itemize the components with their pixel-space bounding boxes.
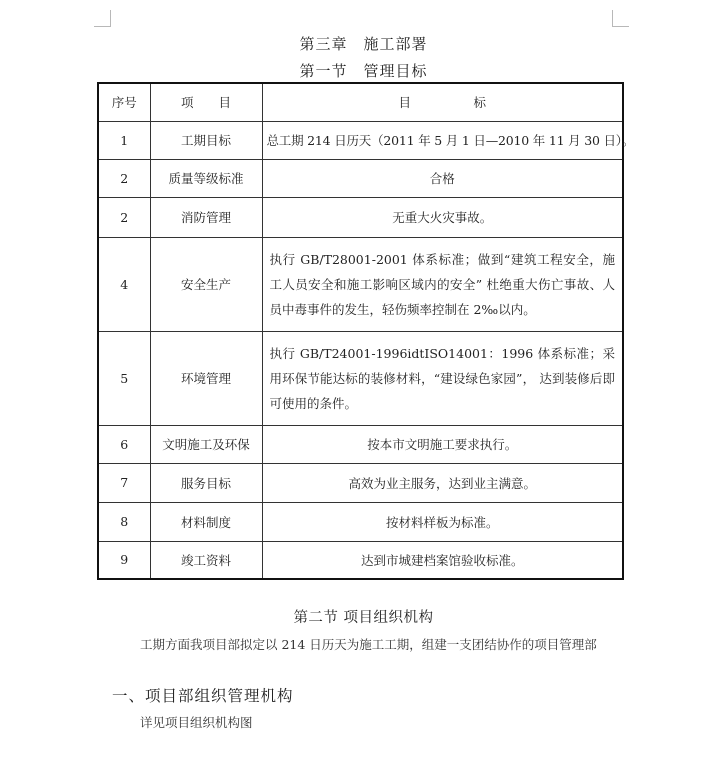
row-no: 7	[98, 463, 150, 502]
row-no: 5	[98, 331, 150, 425]
corner-mark-top-left	[94, 10, 111, 27]
row-target: 执行 GB/T24001-1996idtISO14001：1996 体系标准；采用环保节能达标的装修材料，“建设绿色家园”， 达到装修后即可使用的条件。	[262, 331, 623, 425]
table-row	[98, 237, 623, 331]
header-item: 项 目	[150, 83, 262, 121]
corner-mark-top-right	[612, 10, 629, 27]
table-row	[98, 502, 623, 541]
chapter-title: 第三章 施工部署	[299, 35, 428, 53]
row-target: 高效为业主服务，达到业主满意。	[262, 463, 623, 502]
row-no: 2	[98, 197, 150, 237]
row-no: 2	[98, 159, 150, 197]
row-no: 1	[98, 121, 150, 159]
row-item: 消防管理	[150, 197, 262, 237]
management-goals-table	[97, 82, 635, 580]
row-no: 9	[98, 541, 150, 579]
row-target: 合格	[262, 159, 623, 197]
row-item: 材料制度	[150, 502, 262, 541]
row-target: 按本市文明施工要求执行。	[262, 425, 623, 463]
row-item: 文明施工及环保	[150, 425, 262, 463]
row-item: 竣工资料	[150, 541, 262, 579]
row-target: 达到市城建档案馆验收标准。	[262, 541, 623, 579]
row-item: 环境管理	[150, 331, 262, 425]
see-org-chart-text: 详见项目组织机构图	[140, 715, 253, 730]
table-row	[98, 197, 623, 237]
table-row	[98, 425, 623, 463]
heading-org-structure: 一、项目部组织管理机构	[112, 687, 294, 705]
table-row	[98, 331, 623, 425]
intro-paragraph: 工期方面我项目部拟定以 214 日历天为施工工期，组建一支团结协作的项目管理部	[140, 637, 597, 652]
table-row	[98, 541, 623, 579]
row-target: 执行 GB/T28001-2001 体系标准；做到“建筑工程安全，施工人员安全和施工影响区域内的安全” 杜绝重大伤亡事故、人员中毒事件的发生，轻伤频率控制在 2‰以内。	[262, 237, 623, 331]
row-item: 质量等级标准	[150, 159, 262, 197]
row-target: 按材料样板为标准。	[262, 502, 623, 541]
row-target: 无重大火灾事故。	[262, 197, 623, 237]
row-target: 总工期 214 日历天（2011 年 5 月 1 日—2010 年 11 月 30 日）。	[262, 121, 623, 159]
section-2-title: 第二节 项目组织机构	[293, 610, 434, 626]
section-1-title: 第一节 管理目标	[299, 62, 428, 80]
row-item: 安全生产	[150, 237, 262, 331]
row-item: 工期目标	[150, 121, 262, 159]
table-header-row	[98, 83, 623, 121]
table-row	[98, 463, 623, 502]
row-item: 服务目标	[150, 463, 262, 502]
header-no: 序号	[98, 83, 150, 121]
table-row	[98, 121, 623, 159]
row-no: 8	[98, 502, 150, 541]
row-no: 6	[98, 425, 150, 463]
row-no: 4	[98, 237, 150, 331]
table-row	[98, 159, 623, 197]
header-target: 目 标	[262, 83, 623, 121]
